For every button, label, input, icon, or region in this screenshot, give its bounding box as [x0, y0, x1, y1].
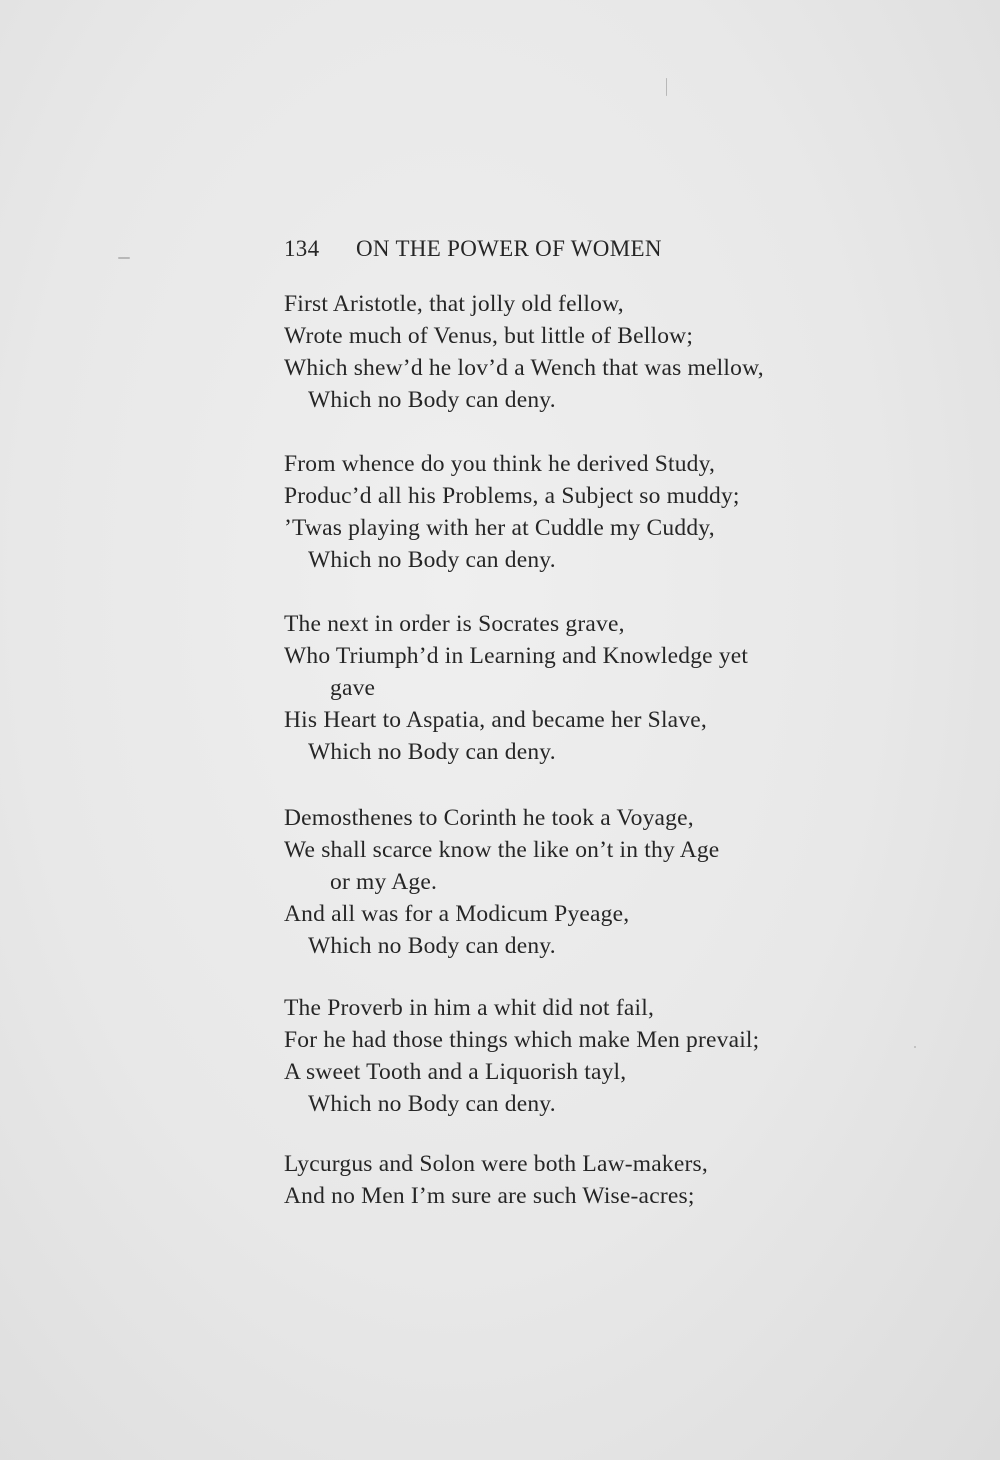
refrain-line: Which no Body can deny.: [308, 547, 556, 573]
verse-line: Demosthenes to Corinth he took a Voyage,: [284, 805, 694, 831]
verse-line: His Heart to Aspatia, and became her Slave,: [284, 707, 707, 733]
verse-line: Produc’d all his Problems, a Subject so muddy;: [284, 483, 740, 509]
verse-line: A sweet Tooth and a Liquorish tayl,: [284, 1059, 627, 1085]
verse-line: First Aristotle, that jolly old fellow,: [284, 291, 624, 317]
verse-line: From whence do you think he derived Study,: [284, 451, 716, 477]
verse-line: The Proverb in him a whit did not fail,: [284, 995, 655, 1021]
refrain-line: Which no Body can deny.: [308, 739, 556, 765]
turnover-line: gave: [330, 675, 376, 701]
paper-speck: [666, 78, 667, 96]
stanza-3: [284, 608, 824, 768]
verse-line: Wrote much of Venus, but little of Bellow;: [284, 323, 694, 349]
verse-line: The next in order is Socrates grave,: [284, 611, 625, 637]
verse-line: For he had those things which make Men prevail;: [284, 1027, 760, 1053]
running-title: ON THE POWER OF WOMEN: [356, 236, 662, 261]
stanza-1: [284, 288, 824, 416]
verse-line: Who Triumph’d in Learning and Knowledge yet: [284, 643, 749, 669]
stanza-5: [284, 992, 824, 1120]
verse-line: ’Twas playing with her at Cuddle my Cuddy,: [284, 515, 715, 541]
refrain-line: Which no Body can deny.: [308, 933, 556, 959]
verse-line: We shall scarce know the like on’t in thy Age: [284, 837, 720, 863]
paper-speck: [914, 1046, 916, 1048]
verse-line: And all was for a Modicum Pyeage,: [284, 901, 630, 927]
stanza-6: [284, 1148, 824, 1212]
page-number: 134: [284, 236, 320, 261]
running-header: [284, 236, 824, 262]
stanza-2: [284, 448, 824, 576]
verse-line: Which shew’d he lov’d a Wench that was mellow,: [284, 355, 764, 381]
stanza-4: [284, 802, 824, 962]
refrain-line: Which no Body can deny.: [308, 1091, 556, 1117]
refrain-line: Which no Body can deny.: [308, 387, 556, 413]
verse-line: Lycurgus and Solon were both Law-makers,: [284, 1151, 708, 1177]
paper-speck: [118, 257, 130, 259]
verse-line: And no Men I’m sure are such Wise-acres;: [284, 1183, 695, 1209]
turnover-line: or my Age.: [330, 869, 438, 895]
